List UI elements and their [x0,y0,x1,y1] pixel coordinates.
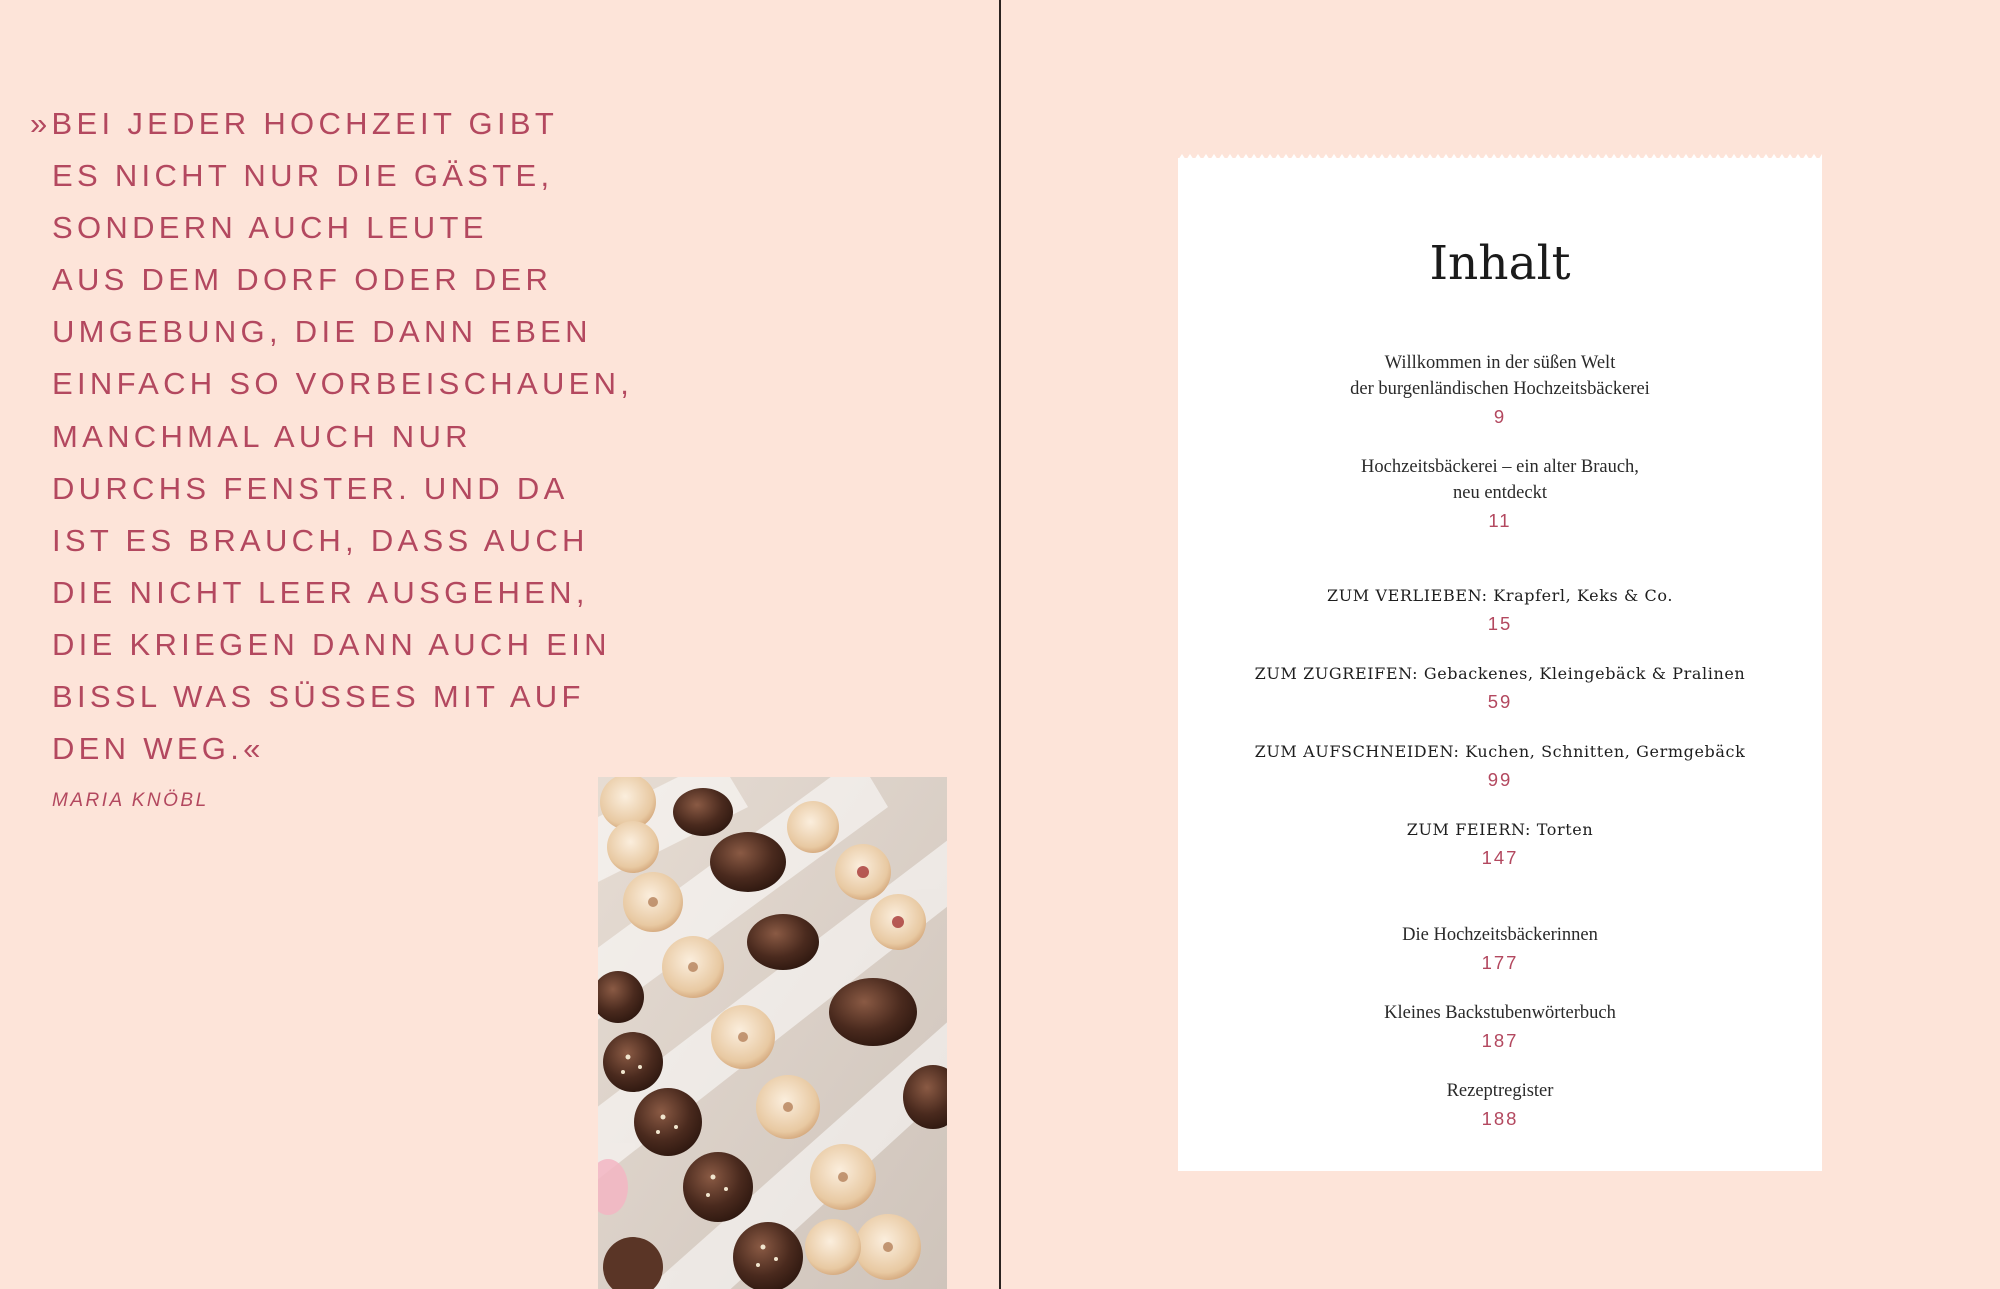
toc-entry[interactable] [1178,1000,1822,1052]
cookies-photo-illustration [598,777,947,1289]
toc-entry-page: 15 [1487,613,1513,634]
quote-author: MARIA KNÖBL [52,790,209,811]
toc-entry-page: 99 [1487,769,1513,790]
cookies-photo [598,777,947,1289]
toc-entry-page: 177 [1481,952,1519,973]
quote-line: IST ES BRAUCH, DASS AUCH [52,522,589,558]
toc-entry-page: 11 [1488,510,1512,531]
toc-entry[interactable] [1178,583,1822,635]
toc-entry-page: 147 [1481,847,1519,868]
toc-entry-title: der burgenländischen Hochzeitsbäckerei [1350,379,1650,399]
quote-line: DEN WEG.« [52,731,265,767]
quote-line: DIE KRIEGEN DANN AUCH EIN [52,626,611,662]
toc-entry-title: ZUM AUFSCHNEIDEN: Kuchen, Schnitten, Germgebäck [1254,742,1746,761]
quote-line: MANCHMAL AUCH NUR [52,418,472,454]
quote-line: DURCHS FENSTER. UND DA [52,470,569,506]
toc-entry-title: Kleines Backstubenwörterbuch [1384,1003,1616,1023]
quote-line: ES NICHT NUR DIE GÄSTE, [52,158,554,194]
torn-edge [1178,152,1822,160]
toc-entry-title: Willkommen in der süßen Welt [1384,353,1616,373]
toc-entry-title: ZUM FEIERN: Torten [1406,820,1594,839]
toc-entry[interactable] [1178,661,1822,713]
toc-entry-title: neu entdeckt [1453,483,1547,503]
toc-entry-title: Hochzeitsbäckerei – ein alter Brauch, [1361,457,1639,477]
quote-line: »BEI JEDER HOCHZEIT GIBT [30,106,559,141]
quote-line: DIE NICHT LEER AUSGEHEN, [52,574,589,610]
quote-line: AUS DEM DORF ODER DER [52,262,553,298]
toc-entry[interactable] [1178,454,1822,532]
toc-entry-page: 187 [1481,1030,1519,1051]
toc-entry[interactable] [1178,922,1822,974]
toc-entry-page: 9 [1493,406,1507,427]
toc-title: Inhalt [1429,236,1571,291]
quote-line: EINFACH SO VORBEISCHAUEN, [52,366,634,402]
toc-entry[interactable] [1178,1078,1822,1130]
toc-entry-title: ZUM ZUGREIFEN: Gebackenes, Kleingebäck & Pralinen [1254,664,1746,683]
toc-entry-title: ZUM VERLIEBEN: Krapferl, Keks & Co. [1326,586,1674,605]
quote-block [30,98,730,775]
page-fold-line [999,0,1001,1289]
quote-line: SONDERN AUCH LEUTE [52,210,488,246]
toc-entry-page: 59 [1487,691,1513,712]
toc-entry-title: Die Hochzeitsbäckerinnen [1402,925,1598,945]
quote-line: UMGEBUNG, DIE DANN EBEN [52,314,592,350]
toc-entry[interactable] [1178,739,1822,791]
toc-entry-page: 188 [1481,1108,1519,1129]
toc-entry[interactable] [1178,817,1822,869]
toc-card [1178,158,1822,1171]
toc-entry[interactable] [1178,350,1822,428]
quote-line: BISSL WAS SÜSSES MIT AUF [52,679,585,715]
toc-entry-title: Rezeptregister [1446,1081,1554,1101]
